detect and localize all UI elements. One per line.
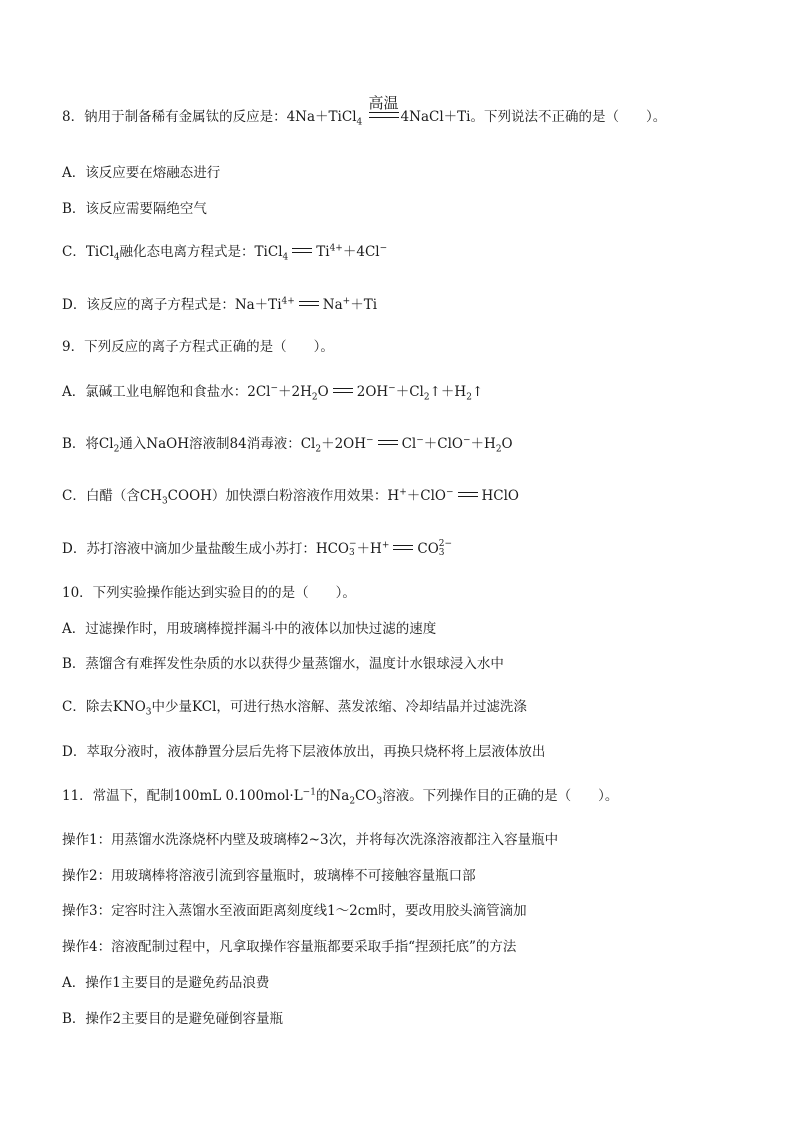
equals-sign: [393, 545, 413, 550]
q10-option-d: D．萃取分液时，液体静置分层后先将下层液体放出，再换只烧杯将上层液体放出: [62, 744, 546, 760]
equals-sign: [333, 388, 353, 393]
q11-operation-4: 操作4：溶液配制过程中，凡拿取操作容量瓶都要采取手指“捏颈托底”的方法: [62, 939, 517, 955]
q9-option-c: C．白醋（含$CH_3COOH$）加快漂白粉溶液作用效果：H+＋ClO− HClO: [62, 487, 519, 507]
equals-sign: [458, 492, 478, 497]
q10-option-c: C．除去$KNO_3$中少量KCl，可进行热水溶解、蒸发浓缩、冷却结晶并过滤洗涤: [62, 699, 527, 718]
double-line: [369, 112, 399, 118]
q11-option-a: A．操作1主要目的是避免药品浪费: [62, 975, 270, 991]
equals-sign: [292, 248, 312, 253]
q8-option-a: A．该反应要在熔融态进行: [62, 165, 221, 181]
q11-operation-3: 操作3：定容时注入蒸馏水至液面距离刻度线1～2cm时，要改用胶头滴管滴加: [62, 903, 527, 919]
q9-option-a: A．氯碱工业电解饱和食盐水：$2Cl^-+2H_2O$ $2OH^-+Cl_2↑+H_2↑$: [62, 383, 484, 403]
q10-option-a: A．过滤操作时，用玻璃棒搅拌漏斗中的液体以加快过滤的速度: [62, 621, 437, 637]
q9-option-d: D．苏打溶液中滴加少量盐酸生成小苏打：HCO − 3 ＋H+ CO 2− 3: [62, 539, 453, 558]
q11-operation-2: 操作2：用玻璃棒将溶液引流到容量瓶时，玻璃棒不可接触容量瓶口部: [62, 868, 476, 884]
stacked-script: 2− 3: [438, 539, 453, 558]
stacked-script: − 3: [349, 539, 357, 558]
condition-label: 高温: [368, 94, 399, 112]
q11-option-b: B．操作2主要目的是避免碰倒容量瓶: [62, 1011, 284, 1027]
q10-option-b: B．蒸馏含有难挥发性杂质的水以获得少量蒸馏水，温度计水银球浸入水中: [62, 656, 504, 672]
q8-option-c: C．TiCl$_4$融化态电离方程式是：TiCl$_4$ $Ti^{4+}+4Cl^-$: [62, 243, 388, 263]
q8-stem: 8．钠用于制备稀有金属钛的反应是：4Na＋TiCl$_4$ 高温 4NaCl＋Ti。下列说法不正确的是（ ）。: [62, 94, 667, 128]
q9-option-b: B．将$Cl_2$通入NaOH溶液制84消毒液：$Cl_2+2OH^-$ $Cl^-+ClO^-+H_2O$: [62, 435, 513, 455]
reaction-condition: [367, 94, 401, 126]
q11-stem: 11．常温下，配制100mL $0.100mol\cdot L^{-1}$的$Na_2CO_3$溶液。下列操作目的正确的是（ ）。: [62, 787, 619, 807]
equals-sign: [378, 440, 398, 445]
q11-operation-1: 操作1：用蒸馏水洗涤烧杯内壁及玻璃棒2~3次，并将每次洗涤溶液都注入容量瓶中: [62, 832, 559, 848]
q9-stem: 9．下列反应的离子方程式正确的是（ ）。: [62, 339, 334, 355]
q8-option-d: D．该反应的离子方程式是：$Na+Ti^{4+}$ Na+＋Ti: [62, 296, 378, 313]
q10-stem: 10．下列实验操作能达到实验目的的是（ ）。: [62, 585, 356, 601]
equals-sign: [299, 301, 319, 306]
q8-option-b: B．该反应需要隔绝空气: [62, 201, 207, 217]
